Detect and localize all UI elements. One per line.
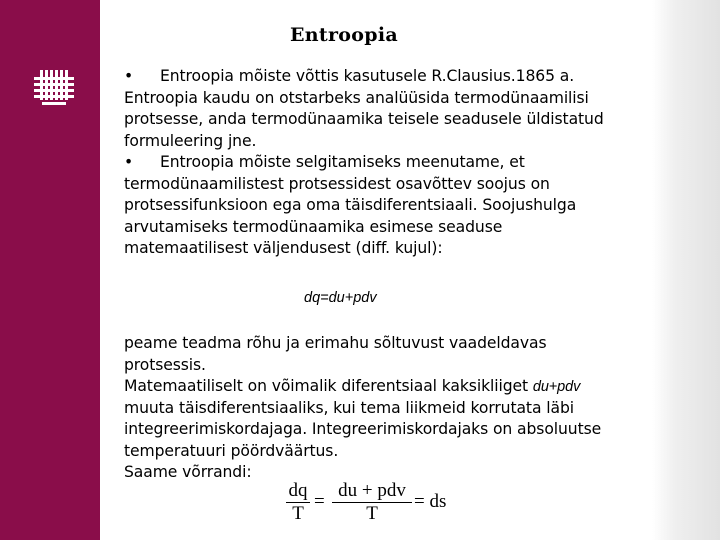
text-line: • Entroopia mõiste võttis kasutusele R.Clausius.1865 a.: [124, 66, 694, 88]
inline-formula: du+pdv: [532, 379, 581, 395]
fraction-dq-over-t: dq T: [286, 480, 310, 525]
main-paragraph: [124, 66, 694, 260]
text-line: integreerimiskordajaga. Integreerimiskordajaks on absoluutse: [124, 420, 602, 438]
second-paragraph: [124, 333, 694, 484]
fraction-du-pdv-over-t: du + pdv T: [332, 480, 412, 525]
text-line: protsessifunksioon ega oma täisdiferentsiaali. Soojushulga: [124, 196, 577, 214]
bullet-icon: •: [124, 153, 134, 171]
equals-ds: = ds: [414, 491, 447, 512]
text-line: Matemaatiliselt on võimalik diferentsiaal kaksikliiget du+pdv: [124, 377, 581, 395]
text-line: arvutamiseks termodünaamika esimese seaduse: [124, 217, 503, 236]
text-line: peame teadma rõhu ja erimahu sõltuvust vaadeldavas: [124, 334, 547, 352]
text-line: Entroopia kaudu on otstarbeks analüüsida termodünaamilisi: [124, 88, 589, 107]
text-line: muuta täisdiferentsiaaliks, kui tema liikmeid korrutata läbi: [124, 398, 574, 417]
first-law-formula: dq=du+pdv: [304, 290, 377, 306]
bullet-icon: •: [124, 67, 134, 85]
logo-icon: [34, 68, 74, 110]
text-line: • Entroopia mõiste selgitamiseks meenutame, et: [124, 152, 694, 174]
text-line: temperatuuri pöördväärtus.: [124, 441, 339, 460]
text-line: formuleering jne.: [124, 131, 257, 150]
text-line: termodünaamilistest protsessidest osavõttev soojus on: [124, 174, 550, 193]
text-line: matemaatilisest väljendusest (diff. kujul):: [124, 239, 443, 257]
text-line: protsessis.: [124, 355, 206, 374]
page-title: Entroopia: [290, 24, 398, 46]
text-line: Saame võrrandi:: [124, 463, 252, 481]
equals-sign: =: [314, 491, 325, 512]
text-line: protsesse, anda termodünaamika teisele seadusele üldistatud: [124, 110, 604, 128]
